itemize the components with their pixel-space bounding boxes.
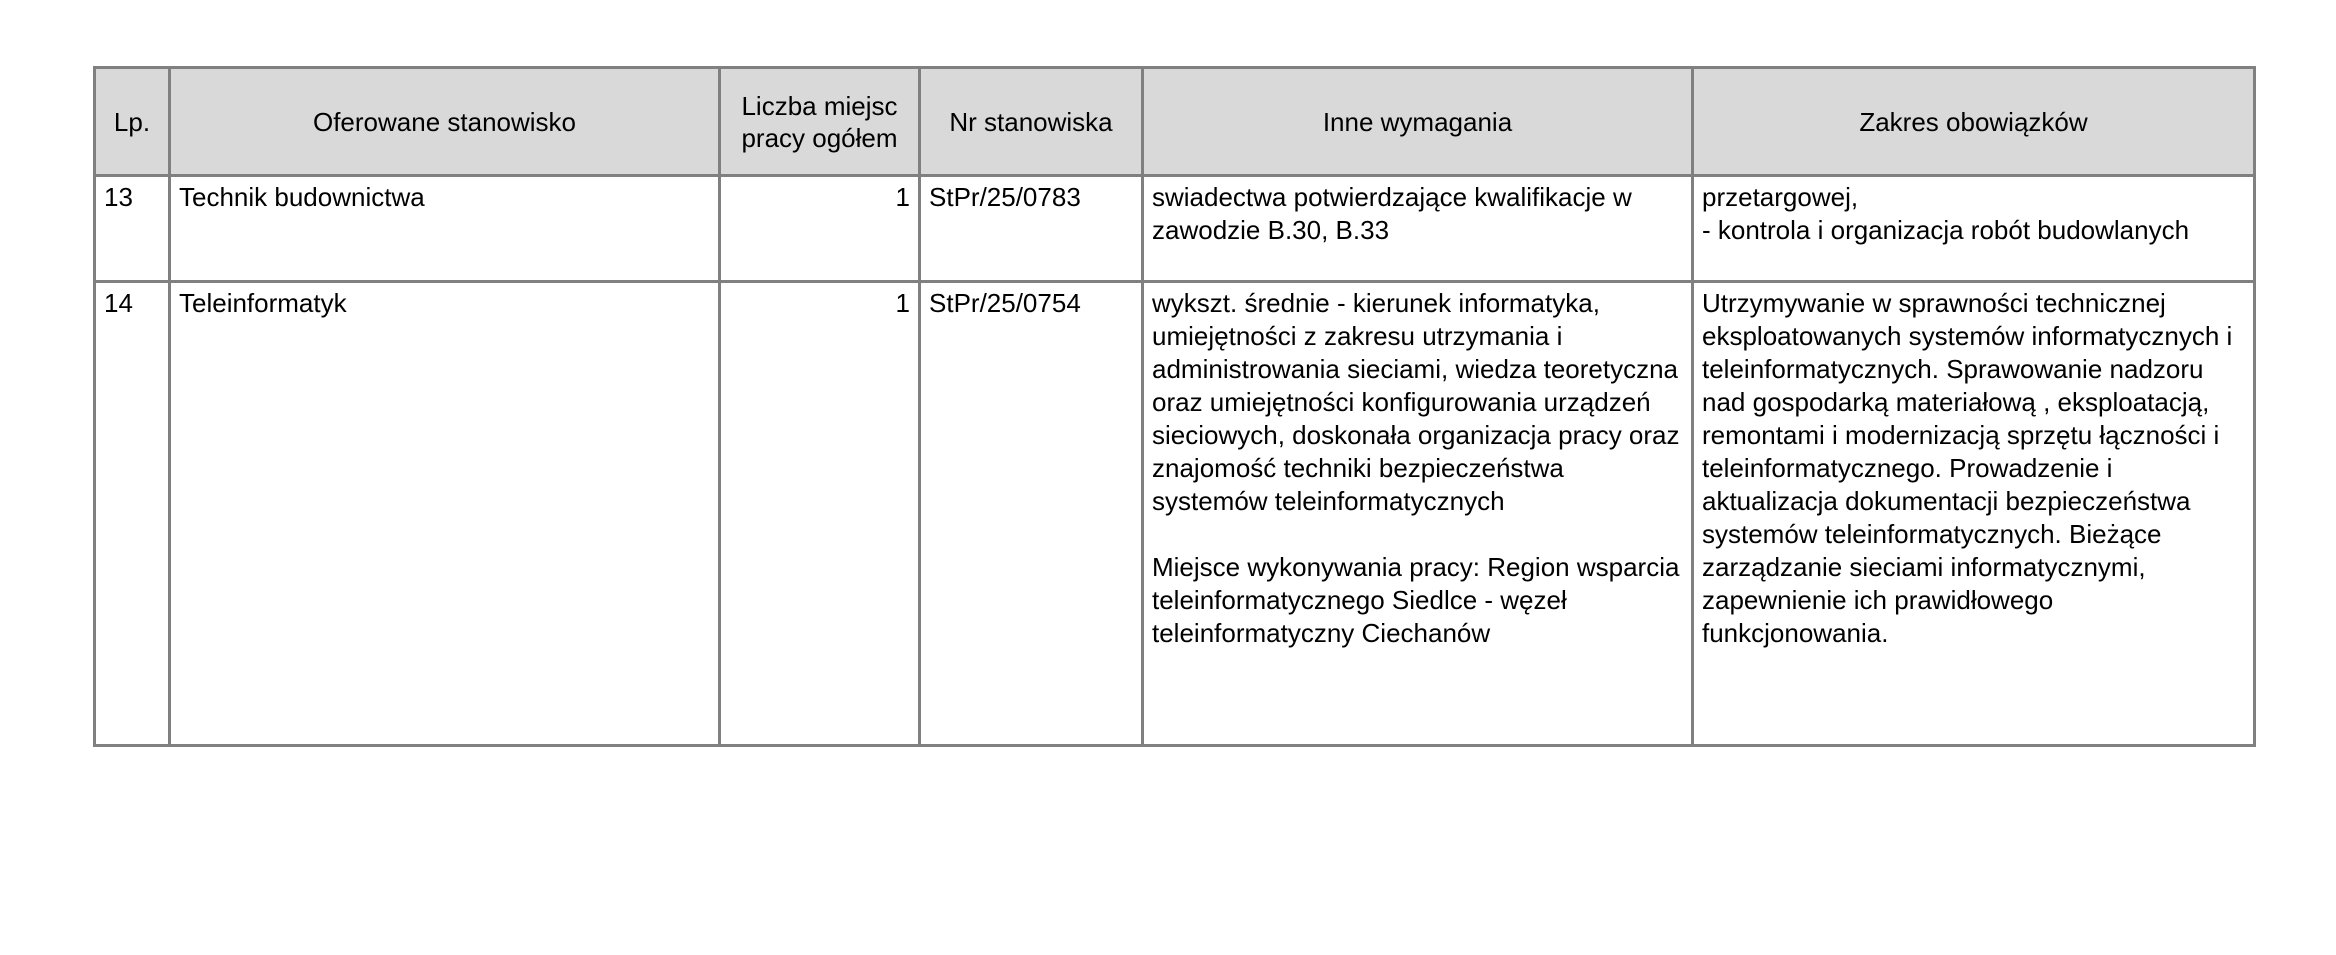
header-requirements: Inne wymagania	[1143, 68, 1693, 176]
job-offers-table	[93, 66, 2256, 747]
cell-duties: Utrzymywanie w sprawności technicznej eksploatowanych systemów informatycznych i teleinformatycznych. Sprawowanie nadzoru nad gospodarką materiałową , eksploatacją, remontami i modernizacją sprzętu łączności i teleinformatycznego. Prowadzenie i aktualizacja dokumentacji bezpieczeństwa systemów teleinformatycznych. Bieżące zarządzanie sieciami informatycznymi, zapewnienie ich prawidłowego funkcjonowania.	[1693, 282, 2255, 746]
table-row	[95, 176, 2255, 282]
cell-places: 1	[720, 176, 920, 282]
table-row	[95, 282, 2255, 746]
header-position: Oferowane stanowisko	[170, 68, 720, 176]
cell-lp: 13	[95, 176, 170, 282]
cell-duties: przetargowej, - kontrola i organizacja robót budowlanych	[1693, 176, 2255, 282]
table-header-row	[95, 68, 2255, 176]
header-number: Nr stanowiska	[920, 68, 1143, 176]
cell-position: Teleinformatyk	[170, 282, 720, 746]
cell-position: Technik budownictwa	[170, 176, 720, 282]
cell-number: StPr/25/0754	[920, 282, 1143, 746]
cell-number: StPr/25/0783	[920, 176, 1143, 282]
header-lp: Lp.	[95, 68, 170, 176]
cell-places: 1	[720, 282, 920, 746]
cell-requirements: swiadectwa potwierdzające kwalifikacje w zawodzie B.30, B.33	[1143, 176, 1693, 282]
cell-requirements: wykszt. średnie - kierunek informatyka, umiejętności z zakresu utrzymania i administrowania sieciami, wiedza teoretyczna oraz umiejętności konfigurowania urządzeń sieciowych, doskonała organizacja pracy oraz znajomość techniki bezpieczeństwa systemów teleinformatycznych Miejsce wykonywania pracy: Region wsparcia teleinformatycznego Siedlce - węzeł teleinformatyczny Ciechanów	[1143, 282, 1693, 746]
header-places: Liczba miejsc pracy ogółem	[720, 68, 920, 176]
cell-lp: 14	[95, 282, 170, 746]
header-duties: Zakres obowiązków	[1693, 68, 2255, 176]
